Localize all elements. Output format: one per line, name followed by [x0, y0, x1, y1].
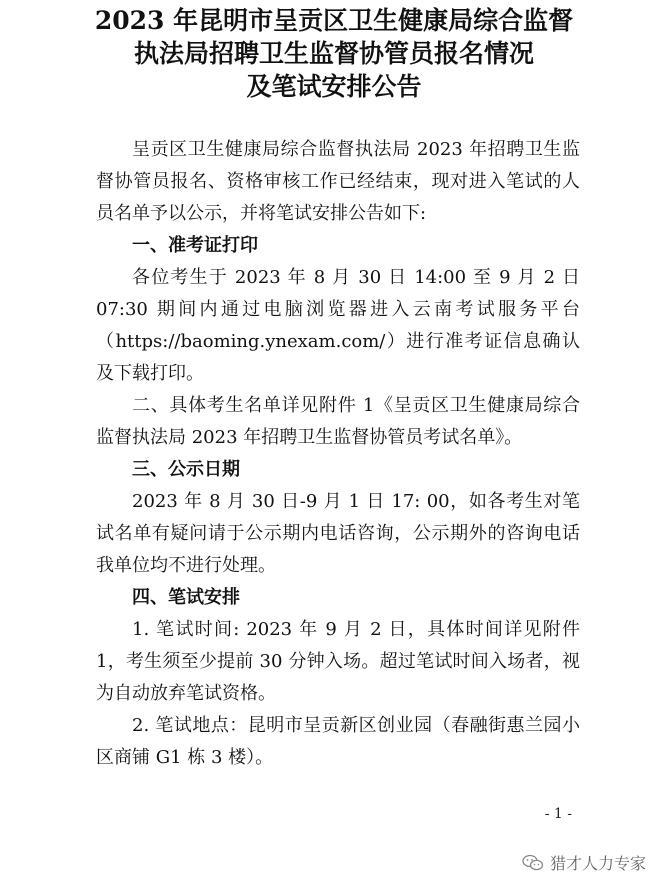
- section-4-heading: 四、笔试安排: [132, 587, 240, 608]
- section-3-heading: 三、公示日期: [132, 459, 240, 480]
- watermark: [522, 851, 646, 874]
- document-title: [0, 4, 668, 103]
- title-line-3: 及笔试安排公告: [246, 72, 422, 101]
- section-1-heading: 一、准考证打印: [132, 235, 258, 256]
- section-2-text: 二、具体考生名单详见附件 1《呈贡区卫生健康局综合监督执法局 2023 年招聘卫生监督协管员考试名单》。: [96, 395, 580, 448]
- title-line-1: 2023 年昆明市呈贡区卫生健康局综合监督: [94, 6, 574, 35]
- wechat-icon: [522, 854, 544, 872]
- document-body: [96, 134, 580, 774]
- page-number: - 1 -: [544, 806, 572, 822]
- title-line-2: 执法局招聘卫生监督协管员报名情况: [133, 39, 534, 68]
- section-1-text: 各位考生于 2023 年 8 月 30 日 14:00 至 9 月 2 日 07:30 期间内通过电脑浏览器进入云南考试服务平台（https://baoming.ynexam.com/）进行准考证信息确认及下载打印。: [96, 267, 580, 384]
- watermark-text: 猎才人力专家: [549, 854, 646, 873]
- section-3-text: 2023 年 8 月 30 日-9 月 1 日 17: 00，如各考生对笔试名单有疑问请于公示期内电话咨询，公示期外的咨询电话我单位均不进行处理。: [96, 491, 580, 576]
- section-4-item-2: 2. 笔试地点：昆明市呈贡新区创业园（春融街惠兰园小区商铺 G1 栋 3 楼）。: [96, 715, 580, 768]
- section-4-item-1: 1. 笔试时间: 2023 年 9 月 2 日，具体时间详见附件 1，考生须至少提前 30 分钟入场。超过笔试时间入场者，视为自动放弃笔试资格。: [96, 619, 580, 704]
- intro-paragraph: 呈贡区卫生健康局综合监督执法局 2023 年招聘卫生监督协管员报名、资格审核工作已经结束，现对进入笔试的人员名单予以公示，并将笔试安排公告如下:: [96, 139, 580, 224]
